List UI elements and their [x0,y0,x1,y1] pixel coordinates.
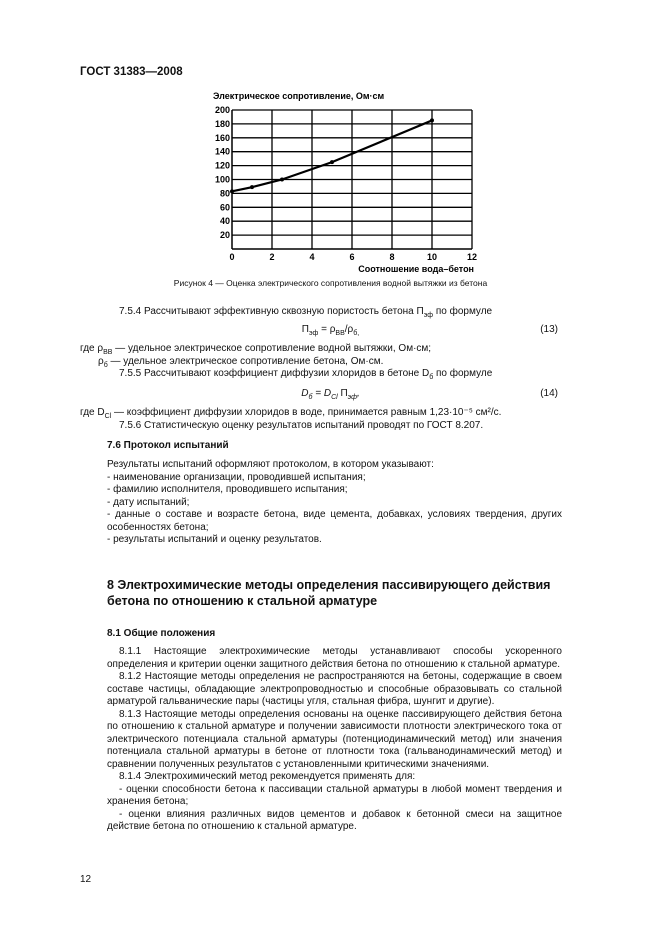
paragraph: - оценки влияния различных видов цементов и добавок к бетонной смеси на защитное действие бетона по отношению к стальной арматуре. [107,808,562,832]
list-item: - наименование организации, проводившей испытания; [107,471,366,483]
x-tick-label: 2 [269,252,275,262]
x-tick-label: 8 [389,252,395,262]
section-7-5-6: 7.5.6 Статистическую оценку результатов испытаний проводят по ГОСТ 8.207. [119,420,484,431]
section-7-6-list [107,459,562,547]
section-7-5-4: 7.5.4 Рассчитывают эффективную сквозную пористость бетона $П_{эф}$ по формуле [119,306,493,319]
formula-13-number: (13) [540,324,558,335]
series-line [232,120,432,191]
paragraph: - оценки способности бетона к пассивации стальной арматуры в любой момент твердения и хранения бетона; [107,783,562,807]
list-item: - данные о составе и возрасте бетона, виде цемента, добавках, условиях твердения, других особенностях бетона; [107,509,562,533]
paragraph: 8.1.2 Настоящие методы определения не распространяются на бетоны, содержащие в своем составе частицы, обладающие электропроводностью и способные образовывать со стальной арматурой гальванические пары (частицы угля, стальная фибра, шунгит и другие). [107,671,562,707]
figure-caption: Рисунок 4 — Оценка электрического сопротивления водной вытяжки из бетона [173,278,488,288]
data-point [230,189,234,193]
paragraph: 8.1.1 Настоящие электрохимические методы устанавливают способы ускоренного определения и критерии оценки защитного действия бетона по отношению к стальной арматуре. [107,646,562,670]
list-item: - фамилию исполнителя, проводившего испытания; [107,484,348,495]
data-point [330,160,334,164]
data-point [250,185,254,189]
formula-14-number: (14) [540,388,558,399]
resistance-chart [195,86,495,276]
y-tick-label: 20 [219,230,230,241]
x-tick-label: 12 [466,252,478,262]
document-header: ГОСТ 31383—2008 [80,66,183,78]
x-tick-label: 0 [229,252,235,262]
x-axis-label: Соотношение вода–бетон [358,264,474,274]
data-point [430,118,434,122]
y-tick-label: 40 [219,216,230,227]
y-tick-label: 140 [214,146,230,157]
formula-13: $П_{эф} = \rho_{ВВ}/\rho_{б,}$ [301,324,360,337]
chart-title: Электрическое сопротивление, Ом·см [213,91,385,101]
paragraph: 8.1.4 Электрохимический метод рекомендуется применять для: [119,771,416,782]
formula-14: $D_б = D_{Cl}$ $П_{эф}$, [301,388,360,401]
section-7-5-5: 7.5.5 Рассчитывают коэффициент диффузии хлоридов в бетоне $D_б$ по формуле [119,368,493,381]
where-d-cl: где $D_{Cl}$ — коэффициент диффузии хлоридов в воде, принимается равным 1,23·10⁻⁵ см²/с. [80,407,502,420]
y-tick-label: 160 [214,132,230,143]
section-8-heading: 8 Электрохимические методы определения пассивирующего действия бетона по отношению к стальной арматуре [107,578,551,608]
where-rho-vv: где $\rho_{ВВ}$ — удельное электрическое сопротивление водной вытяжки, Ом·см; [80,343,432,356]
x-tick-label: 6 [349,252,355,262]
y-tick-label: 180 [214,118,230,129]
y-tick-label: 60 [219,202,230,213]
where-rho-b: $\rho_б$ — удельное электрическое сопротивление бетона, Ом·см. [98,356,384,369]
y-tick-label: 200 [214,105,230,115]
y-tick-label: 120 [214,160,230,171]
x-tick-label: 4 [309,252,315,262]
section-8-1-body [107,646,562,834]
x-tick-label: 10 [426,252,438,262]
data-point [280,178,284,182]
list-item: - результаты испытаний и оценку результатов. [107,534,322,545]
paragraph: 8.1.3 Настоящие методы определения основаны на оценке пассивирующего действия бетона по отношению к стальной арматуре и получении зависимости плотности электрического тока от электрического потенциала стальной арматуры (потенциодинамический метод) или значения потенциала стальной арматуры в бетоне от плотности тока (гальванодинамический метод) и сравнении полученных результатов с установленными критическими значениями. [107,708,562,770]
y-tick-label: 80 [219,188,230,199]
y-tick-label: 100 [214,174,230,185]
section-7-6-heading: 7.6 Протокол испытаний [107,440,229,451]
page-number: 12 [80,874,92,885]
list-item: Результаты испытаний оформляют протоколом, в котором указывают: [107,459,434,470]
list-item: - дату испытаний; [107,496,190,508]
section-8-1-heading: 8.1 Общие положения [107,628,216,639]
